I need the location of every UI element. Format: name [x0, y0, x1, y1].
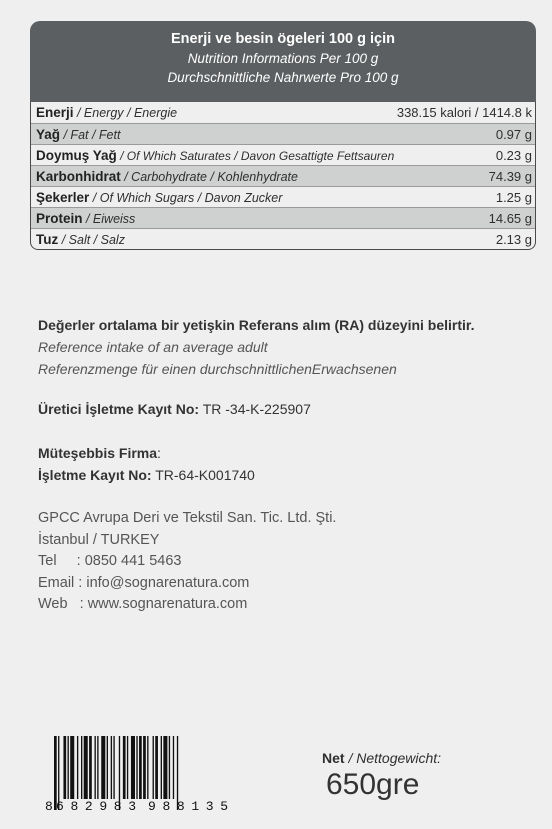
- row-value: 1.25 g: [495, 190, 532, 205]
- barcode-bar: [95, 736, 96, 799]
- row-name-tr: Karbonhidrat: [36, 169, 121, 184]
- barcode-bar: [169, 736, 170, 799]
- barcode-bar: [161, 736, 162, 799]
- entrepreneur-reg-value: TR-64-K001740: [151, 467, 255, 483]
- barcode-bar: [68, 736, 69, 799]
- row-name-other: / Energy / Energie: [73, 106, 178, 120]
- company-tel: Tel : 0850 441 5463: [38, 553, 182, 569]
- row-name-other: / Carbohydrate / Kohlenhydrate: [120, 170, 298, 184]
- row-name-other: / Fat / Fett: [60, 128, 121, 142]
- barcode-bar: [107, 736, 108, 799]
- net-weight-value: 650grе: [326, 768, 420, 801]
- nutrition-row-saturates: [31, 144, 535, 165]
- row-name-tr: Enerji: [36, 105, 74, 120]
- barcode-digits-right: 988135: [148, 799, 228, 812]
- barcode-bar: [84, 736, 88, 799]
- barcode-digit-first: 8: [45, 799, 53, 812]
- barcode-bar: [63, 736, 66, 799]
- barcode-bar: [89, 736, 92, 799]
- row-name-other: / Of Which Sugars / Davon Zucker: [89, 191, 283, 205]
- producer-registration: [38, 398, 311, 420]
- reference-en: Reference intake of an average adult: [38, 339, 268, 355]
- barcode-bar: [123, 736, 126, 799]
- net-label: Net: [322, 750, 345, 766]
- nutrition-table: [30, 21, 536, 288]
- row-value: 14.65 g: [488, 211, 532, 226]
- barcode-bar: [153, 736, 154, 799]
- barcode-bar: [77, 736, 78, 799]
- header-title-tr: Enerji ve besin ögeleri 100 g için: [170, 31, 396, 47]
- header-title-en: Nutrition Informations Per 100 g: [187, 51, 379, 66]
- barcode-bar: [147, 736, 148, 799]
- reference-tr: Değerler ortalama bir yetişkin Referans alım (RA) düzeyini belirtir.: [38, 317, 475, 333]
- row-name-tr: Doymuş Yağ: [36, 148, 117, 163]
- nutrition-body: [30, 102, 536, 250]
- reference-block: [38, 314, 474, 380]
- company-web: Web : www.sognarenatura.com: [38, 596, 248, 612]
- company-city: İstanbul / TURKEY: [38, 531, 160, 548]
- net-weight-label: [322, 750, 441, 766]
- company-info: [38, 508, 336, 616]
- nutrition-row-protein: [31, 207, 535, 228]
- row-value: 0.97 g: [495, 127, 532, 142]
- barcode-bar: [113, 736, 114, 799]
- barcode-bar: [131, 736, 135, 799]
- nutrition-header: [30, 21, 536, 102]
- row-value: 2.13 g: [495, 232, 532, 247]
- barcode-bar: [81, 736, 82, 799]
- barcode-bar: [139, 736, 142, 799]
- barcode-bar: [155, 736, 158, 799]
- row-name-tr: Yağ: [36, 127, 61, 142]
- entrepreneur-colon: :: [157, 445, 161, 461]
- producer-label: Üretici İşletme Kayıt No:: [38, 401, 200, 417]
- barcode-bar: [127, 736, 128, 799]
- barcode-digits-left: 682983: [56, 799, 136, 812]
- row-value: 74.39 g: [488, 169, 532, 184]
- barcode-bar: [136, 736, 137, 799]
- producer-value: TR -34-K-225907: [199, 401, 311, 417]
- entrepreneur-label: Müteşebbis Firma: [38, 445, 158, 461]
- barcode-bar: [101, 736, 105, 799]
- company-email: Email : info@sognarenatura.com: [38, 574, 250, 591]
- nutrition-row-energy: [31, 102, 535, 123]
- barcode-bar: [111, 736, 112, 799]
- nutrition-row-sugars: [31, 186, 535, 207]
- barcode-bar: [70, 736, 74, 799]
- nutrition-row-salt: [31, 228, 535, 249]
- reference-de: Referenzmenge für einen durchschnittlichenErwachsenen: [38, 361, 397, 377]
- header-title-de: Durchschnittliche Nahrwerte Pro 100 g: [167, 70, 399, 85]
- nutrition-row-carbohydrate: [31, 165, 535, 186]
- barcode: [44, 734, 240, 812]
- row-name-other: / Salt / Salz: [58, 233, 125, 247]
- barcode-bar: [97, 736, 98, 799]
- barcode-bar: [143, 736, 146, 799]
- row-name-tr: Protein: [36, 211, 83, 226]
- net-label-de: / Nettogewicht:: [344, 750, 442, 766]
- barcode-bar: [173, 736, 174, 799]
- row-name-other: / Of Which Saturates / Davon Gesattigte Fettsauren: [116, 149, 395, 163]
- nutrition-row-fat: [31, 123, 535, 144]
- company-name: GPCC Avrupa Deri ve Tekstil San. Tic. Ltd. Şti.: [38, 510, 337, 526]
- row-value: 338.15 kalori / 1414.8 k: [396, 105, 532, 120]
- entrepreneur-reg-label: İşletme Kayıt No:: [38, 467, 152, 483]
- row-value: 0.23 g: [495, 148, 532, 163]
- entrepreneur-block: [38, 442, 255, 486]
- row-name-other: / Eiweiss: [82, 212, 136, 226]
- row-name-tr: Tuz: [36, 232, 59, 247]
- row-name-tr: Şekerler: [36, 190, 90, 205]
- barcode-bar: [163, 736, 167, 799]
